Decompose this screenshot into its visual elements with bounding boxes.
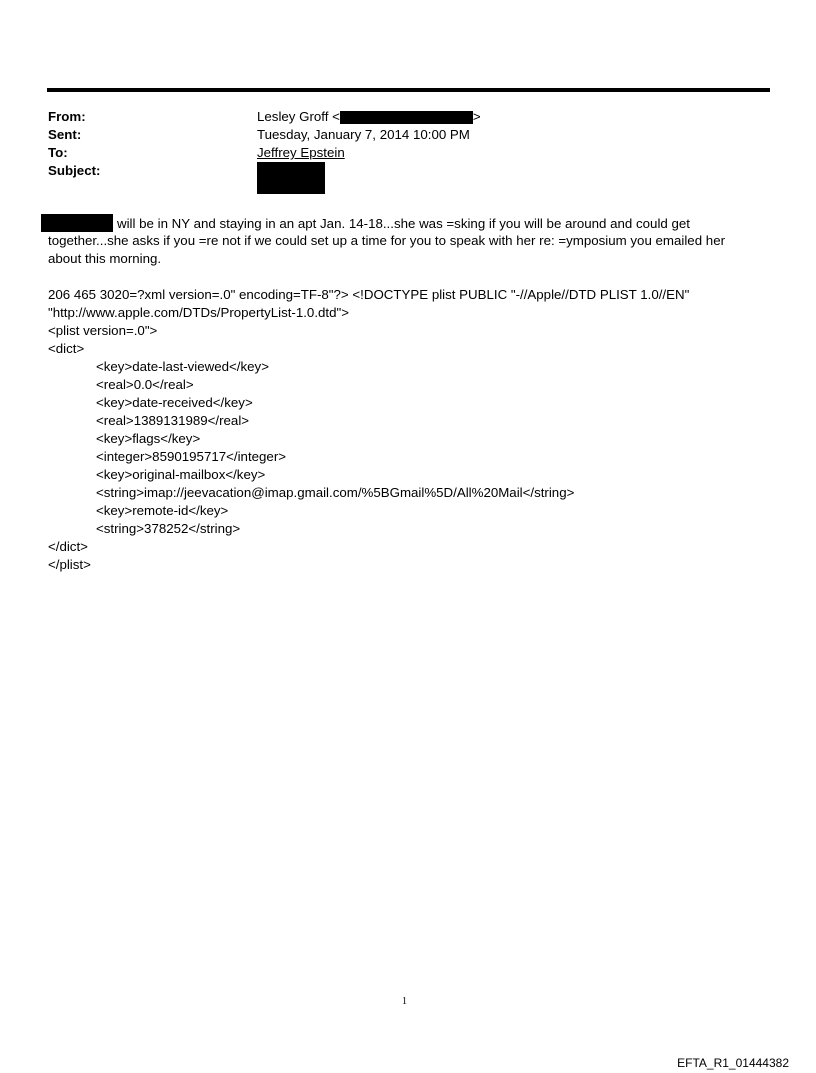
from-close: >	[472, 109, 481, 124]
to-row	[48, 144, 481, 162]
plist-line: <key>original-mailbox</key>	[96, 467, 266, 482]
plist-line: </plist>	[48, 557, 91, 572]
redacted-subject	[257, 162, 325, 194]
subject-label: Subject:	[48, 163, 101, 178]
from-row	[48, 108, 481, 126]
subject-value	[257, 162, 325, 180]
from-value	[257, 108, 481, 126]
plist-line: <plist version=.0">	[48, 323, 158, 338]
plist-line: "http://www.apple.com/DTDs/PropertyList-1.0.dtd">	[48, 305, 349, 320]
sent-row	[48, 126, 481, 144]
body-line-1	[48, 214, 778, 232]
email-header	[48, 108, 481, 180]
subject-row	[48, 162, 481, 180]
body-line-2: together...she asks if you =re not if we could set up a time for you to speak with her re: =ymposium you emailed her	[48, 233, 726, 248]
plist-line: <string>imap://jeevacation@imap.gmail.com/%5BGmail%5D/All%20Mail</string>	[96, 485, 575, 500]
plist-line: <real>0.0</real>	[96, 377, 194, 392]
plist-line: <key>flags</key>	[96, 431, 201, 446]
plist-line: <key>date-last-viewed</key>	[96, 359, 269, 374]
to-value: Jeffrey Epstein	[257, 145, 345, 160]
paragraph-gap	[48, 268, 778, 286]
plist-line: <integer>8590195717</integer>	[96, 449, 287, 464]
plist-line: <real>1389131989</real>	[96, 413, 250, 428]
sent-value: Tuesday, January 7, 2014 10:00 PM	[257, 127, 470, 142]
plist-line: <string>378252</string>	[96, 521, 241, 536]
plist-line: <key>date-received</key>	[96, 395, 253, 410]
from-label: From:	[48, 109, 86, 124]
plist-line: <key>remote-id</key>	[96, 503, 229, 518]
sent-label: Sent:	[48, 127, 82, 142]
redacted-email	[340, 111, 473, 124]
header-rule	[47, 88, 770, 92]
plist-line: 206 465 3020=?xml version=.0" encoding=TF-8"?> <!DOCTYPE plist PUBLIC "-//Apple//DTD PLIST 1.0//EN"	[48, 287, 690, 302]
body-line-3: about this morning.	[48, 251, 162, 266]
document-id: EFTA_R1_01444382	[677, 1056, 789, 1070]
body-line-1-text: will be in NY and staying in an apt Jan. 14-18...she was =sking if you will be around and could get	[117, 216, 690, 231]
page-number: 1	[402, 996, 407, 1007]
plist-line: </dict>	[48, 539, 88, 554]
to-label: To:	[48, 145, 68, 160]
email-body	[48, 214, 778, 574]
from-name: Lesley Groff <	[257, 109, 340, 124]
redacted-name	[41, 214, 113, 232]
plist-line: <dict>	[48, 341, 85, 356]
